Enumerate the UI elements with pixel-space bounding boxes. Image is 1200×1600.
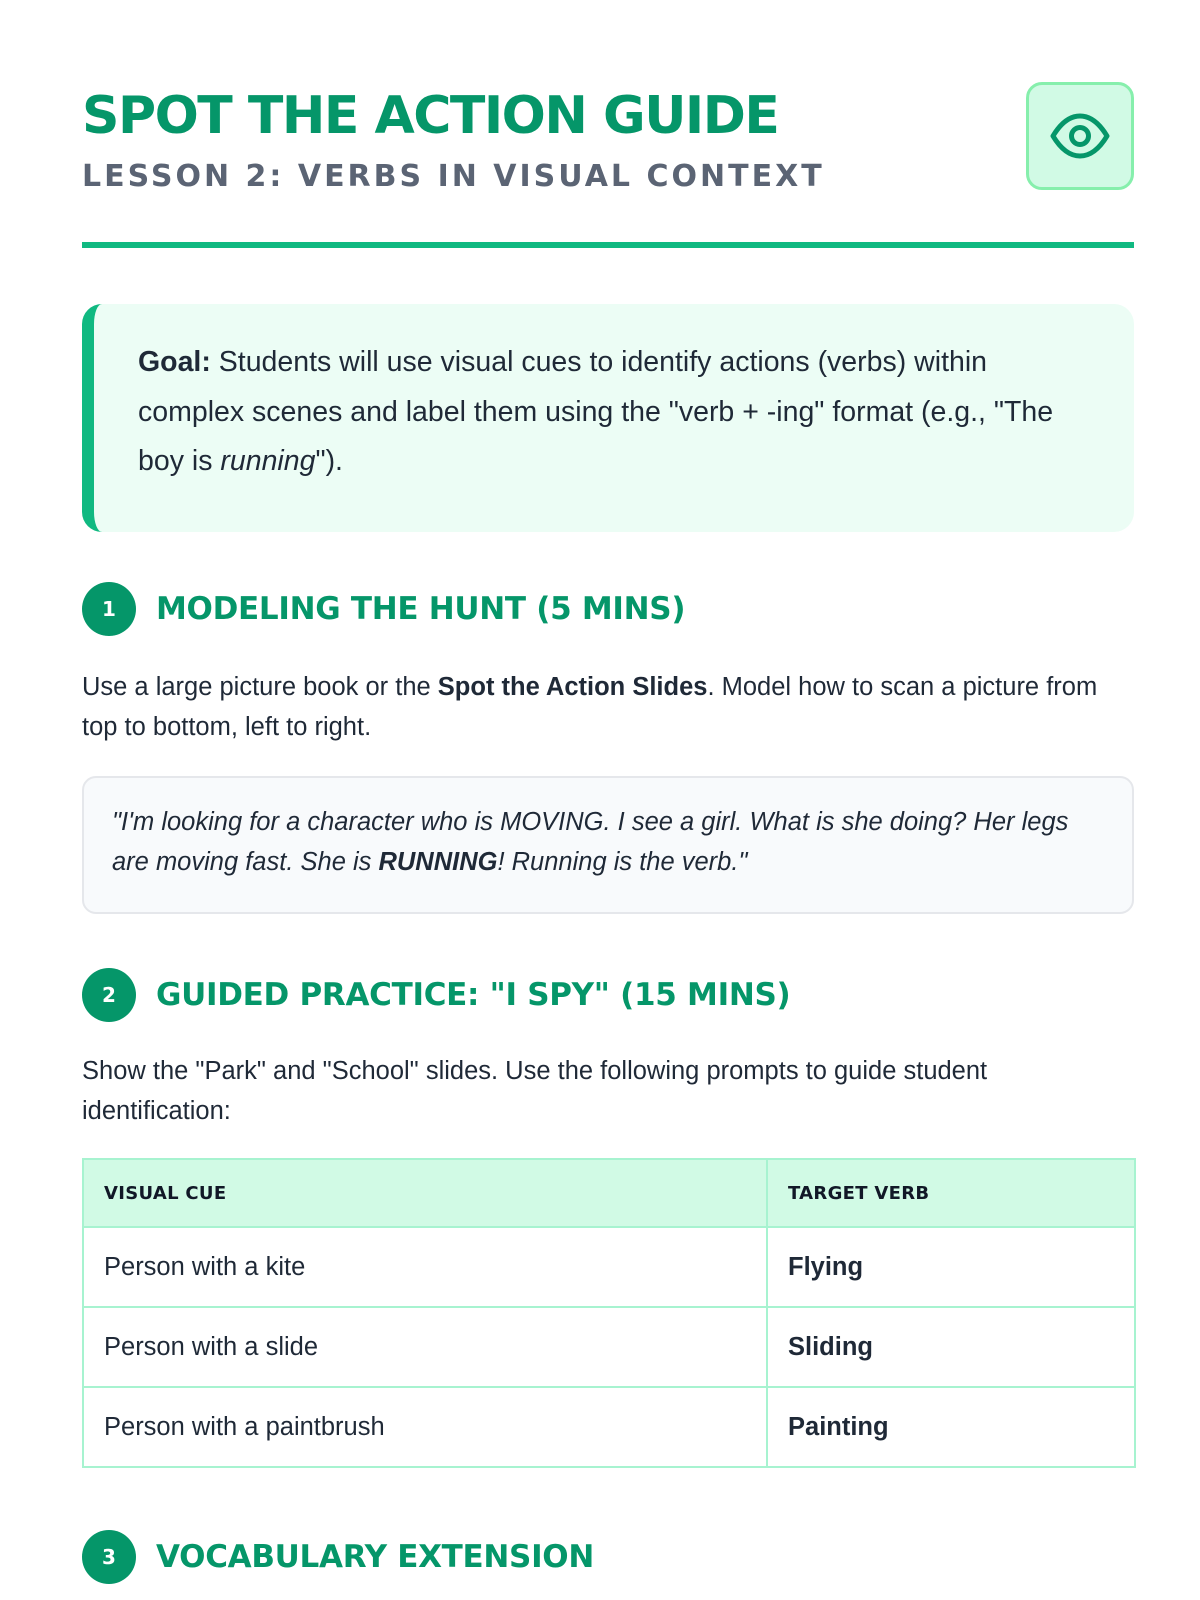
target-verb-cell: Flying — [767, 1227, 1135, 1307]
quote-emphasis: RUNNING — [378, 848, 498, 876]
visual-cue-cell: Person with a slide — [83, 1307, 767, 1387]
section-1-body — [82, 667, 1134, 747]
table-row — [83, 1387, 1135, 1467]
section-2-body: Show the "Park" and "School" slides. Use the following prompts to guide student identification: — [82, 1057, 988, 1125]
section-2-number-badge: 2 — [82, 968, 136, 1022]
goal-label: Goal: — [138, 346, 211, 378]
goal-text-end: "). — [315, 445, 343, 477]
header — [82, 0, 1134, 250]
goal-text: Students will use visual cues to identify actions (verbs) within complex scenes and label them using the "verb + -ing" format (e.g., "The boy is — [138, 346, 1054, 477]
page-title: SPOT THE ACTION GUIDE — [82, 86, 779, 146]
header-divider — [82, 242, 1134, 248]
visual-cue-table — [82, 1158, 1136, 1468]
goal-emphasis: running — [220, 445, 316, 477]
table-row — [83, 1227, 1135, 1307]
teacher-model-quote — [82, 776, 1134, 914]
eye-icon — [1049, 113, 1111, 159]
visual-cue-cell: Person with a paintbrush — [83, 1387, 767, 1467]
target-verb-cell: Painting — [767, 1387, 1135, 1467]
section-1-body-text: Use a large picture book or the — [82, 673, 438, 701]
quote-text-end: ! Running is the verb." — [497, 848, 748, 876]
table-row — [83, 1307, 1135, 1387]
section-1-number-badge: 1 — [82, 582, 136, 636]
eye-icon-badge — [1026, 82, 1134, 190]
target-verb-cell: Sliding — [767, 1307, 1135, 1387]
spot-the-action-slides-label: Spot the Action Slides — [437, 673, 708, 701]
goal-callout — [82, 304, 1134, 532]
column-header-visual-cue: VISUAL CUE — [83, 1159, 767, 1227]
column-header-target-verb: TARGET VERB — [767, 1159, 1135, 1227]
lesson-guide-page — [82, 0, 1134, 1575]
section-1-heading — [82, 582, 685, 636]
table-header-row — [83, 1159, 1135, 1227]
section-1-body-text-end: . Model how to scan a picture from top to bottom, left to right. — [82, 673, 1098, 741]
section-2-title: GUIDED PRACTICE: "I SPY" (15 MINS) — [156, 977, 791, 1013]
section-2-heading — [82, 968, 790, 1022]
page-subtitle: LESSON 2: VERBS IN VISUAL CONTEXT — [82, 159, 825, 194]
section-1-title: MODELING THE HUNT (5 MINS) — [156, 591, 686, 627]
section-3-heading — [82, 1530, 594, 1584]
visual-cue-cell: Person with a kite — [83, 1227, 767, 1307]
section-3-number-badge: 3 — [82, 1530, 136, 1584]
section-3-title: VOCABULARY EXTENSION — [156, 1539, 595, 1575]
quote-text: "I'm looking for a character who is MOVING. I see a girl. What is she doing? Her legs are moving fast. She is — [112, 808, 1069, 876]
